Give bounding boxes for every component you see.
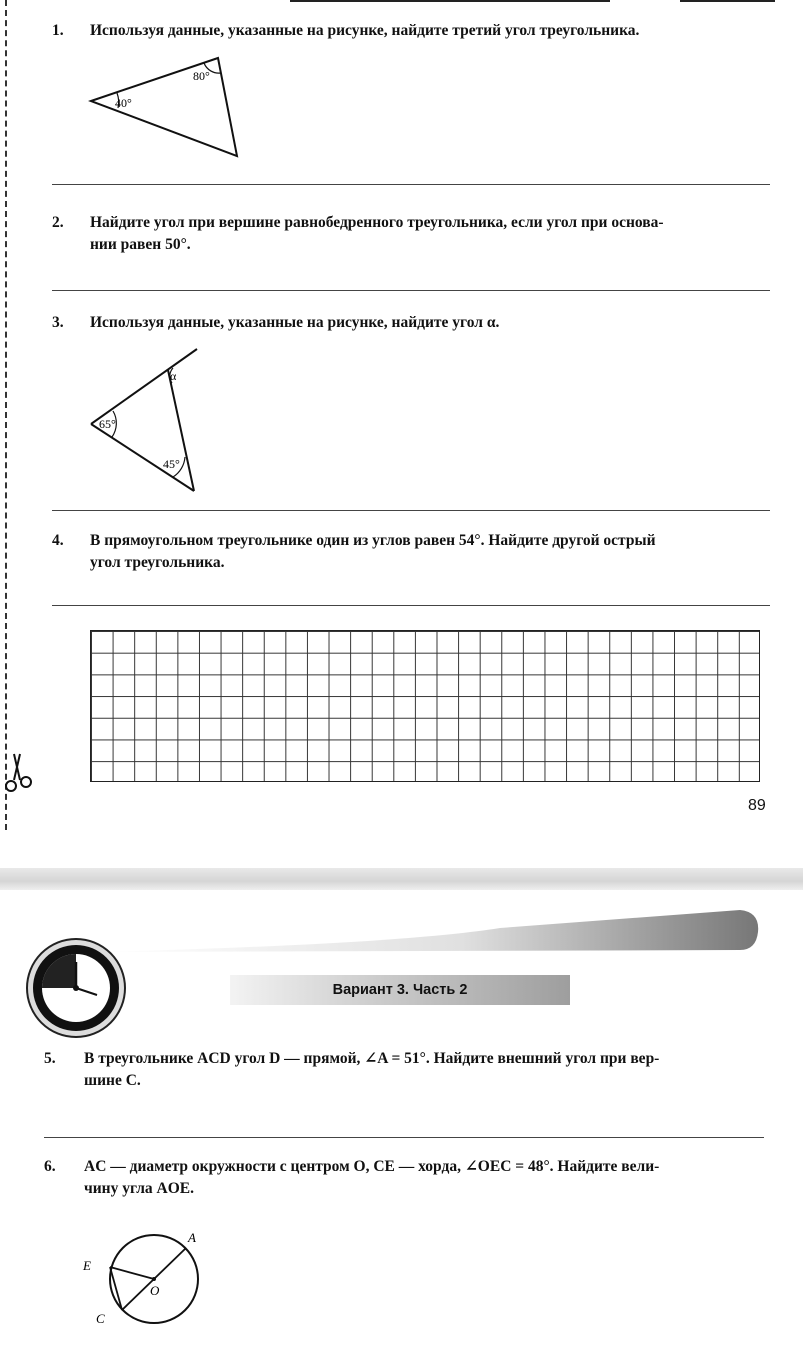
question-6-number: 6. xyxy=(44,1158,56,1175)
point-label-e: E xyxy=(83,1258,91,1273)
question-3-number: 3. xyxy=(52,314,64,331)
point-label-o: O xyxy=(150,1283,160,1298)
angle-label-80: 80° xyxy=(193,69,210,83)
answer-grid xyxy=(90,630,760,782)
question-4-text: В прямоугольном треугольнике один из углов равен 54°. Найдите другой острый угол треугольника. xyxy=(90,532,656,571)
question-6-text: AC — диаметр окружности с центром O, CE — хорда, ∠OEC = 48°. Найдите вели- чину угла AOE. xyxy=(84,1158,660,1197)
page-number: 89 xyxy=(748,797,766,814)
angle-label-45: 45° xyxy=(163,457,180,471)
answer-line-5 xyxy=(44,1137,764,1138)
question-2-text: Найдите угол при вершине равнобедренного треугольника, если угол при основа- нии равен 50°. xyxy=(90,214,664,253)
question-3-text: Используя данные, указанные на рисунке, найдите угол α. xyxy=(90,314,500,331)
question-2-number: 2. xyxy=(52,214,64,231)
point-label-c: C xyxy=(96,1311,105,1326)
top-rule-right xyxy=(680,0,775,2)
angle-label-40: 40° xyxy=(115,96,132,110)
question-6-circle-figure xyxy=(76,1225,206,1335)
question-5-number: 5. xyxy=(44,1050,56,1067)
cut-line xyxy=(5,0,7,830)
question-1-text: Используя данные, указанные на рисунке, найдите третий угол треугольника. xyxy=(90,22,640,39)
clock-icon xyxy=(25,937,127,1039)
question-4-number: 4. xyxy=(52,532,64,549)
page-gap xyxy=(0,868,803,890)
angle-label-alpha: α xyxy=(170,369,177,383)
answer-line-2 xyxy=(52,290,770,291)
answer-line-3 xyxy=(52,510,770,511)
page-next xyxy=(0,890,803,1355)
question-3-triangle-figure xyxy=(85,345,215,500)
angle-label-65: 65° xyxy=(99,417,116,431)
question-5-text: В треугольнике ACD угол D — прямой, ∠A = 51°. Найдите внешний угол при вер- шине C. xyxy=(84,1050,660,1089)
variant-banner xyxy=(230,975,570,1005)
scissors-icon xyxy=(0,750,38,800)
top-rule-left xyxy=(290,0,610,2)
question-1-number: 1. xyxy=(52,22,64,39)
answer-line-4 xyxy=(52,605,770,606)
question-1-triangle-figure xyxy=(85,55,255,165)
answer-line-1 xyxy=(52,184,770,185)
point-label-a: A xyxy=(188,1230,196,1245)
variant-title: Вариант 3. Часть 2 xyxy=(332,982,468,998)
